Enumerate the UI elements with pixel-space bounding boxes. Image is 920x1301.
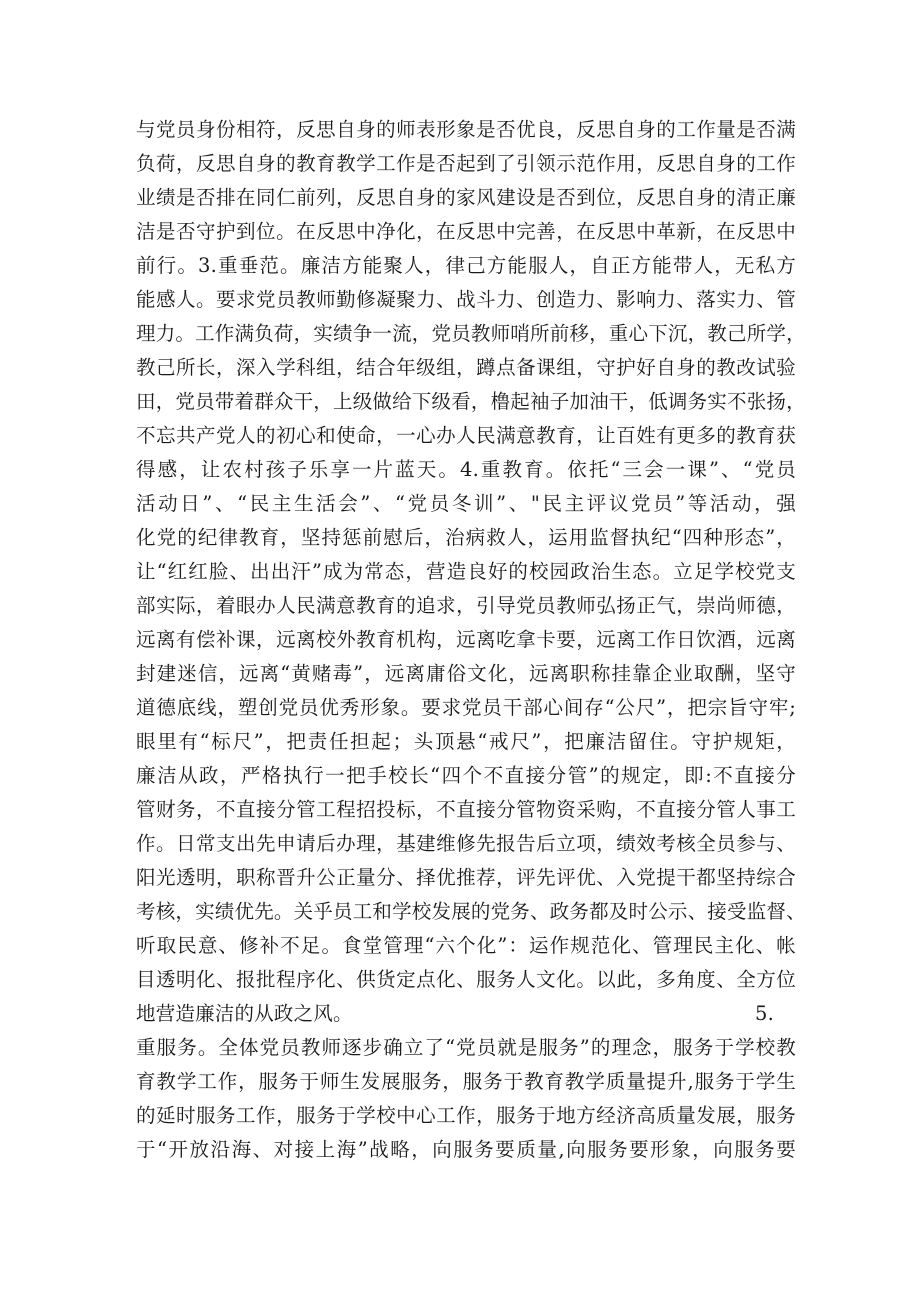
text-line: 教己所长，深入学科组，结合年级组，蹲点备课组，守护好自身的教改试验 [136,356,796,379]
text-line: 育教学工作，服务于师生发展服务，服务于教育教学质量提升,服务于学生 [136,1070,796,1093]
text-line: 不忘共产党人的初心和使命，一心办人民满意教育，让百姓有更多的教育获 [136,424,796,447]
text-line: 得感，让农村孩子乐享一片蓝天。4.重教育。依托“三会一课”、“党员 [136,458,796,481]
text-line: 作。日常支出先申请后办理，基建维修先报告后立项，绩效考核全员参与、 [136,832,796,855]
text-line: 让“红红脸、出出汗”成为常态，营造良好的校园政治生态。立足学校党支 [136,560,796,583]
body-paragraph [136,113,806,1167]
text-line-head: 地营造廉洁的从政之风。 [136,1002,353,1025]
text-line: 目透明化、报批程序化、供货定点化、服务人文化。以此，多角度、全方位 [136,968,796,991]
text-line: 听取民意、修补不足。食堂管理“六个化”：运作规范化、管理民主化、帐 [136,934,796,957]
text-line: 前行。3.重垂范。廉洁方能聚人，律己方能服人，自正方能带人，无私方 [136,254,796,277]
text-line: 化党的纪律教育，坚持惩前慰后，治病救人，运用监督执纪“四种形态”， [136,526,796,549]
text-line: 活动日”、“民主生活会”、“党员冬训”、"民主评议党员”等活动，强 [136,492,796,515]
text-line: 远离有偿补课，远离校外教育机构，远离吃拿卡要，远离工作日饮酒，远离 [136,628,796,651]
text-line: 部实际，着眼办人民满意教育的追求，引导党员教师弘扬正气，崇尚师德， [136,594,796,617]
text-line: 与党员身份相符，反思自身的师表形象是否优良，反思自身的工作量是否满 [136,118,796,141]
text-line: 重服务。全体党员教师逐步确立了“党员就是服务”的理念，服务于学校教 [136,1036,796,1059]
text-line: 考核，实绩优先。关乎员工和学校发展的党务、政务都及时公示、接受监督、 [136,900,806,923]
text-line: 的延时服务工作，服务于学校中心工作，服务于地方经济高质量发展，服务 [136,1104,796,1127]
text-line: 眼里有“标尺”，把责任担起；头顶悬“戒尺”，把廉洁留住。守护规矩， [136,730,796,753]
text-line: 于“开放沿海、对接上海”战略，向服务要质量,向服务要形象，向服务要 [136,1138,796,1161]
text-line: 能感人。要求党员教师勤修凝聚力、战斗力、创造力、影响力、落实力、管 [136,288,796,311]
section-number: 5. [754,1002,774,1025]
text-line: 道德底线，塑创党员优秀形象。要求党员干部心间存“公尺”，把宗旨守牢; [136,696,796,719]
text-line: 业绩是否排在同仁前列，反思自身的家风建设是否到位，反思自身的清正廉 [136,186,796,209]
text-line: 理力。工作满负荷，实绩争一流，党员教师哨所前移，重心下沉，教己所学， [136,322,806,345]
text-line: 负荷，反思自身的教育教学工作是否起到了引领示范作用，反思自身的工作 [136,152,796,175]
text-line-with-section-number [136,997,796,1031]
text-line: 封建迷信，远离“黄赌毒”，远离庸俗文化，远离职称挂靠企业取酬，坚守 [136,662,796,685]
text-line: 管财务，不直接分管工程招投标，不直接分管物资采购，不直接分管人事工 [136,798,796,821]
text-line: 田，党员带着群众干，上级做给下级看，橹起袖子加油干，低调务实不张扬， [136,390,806,413]
text-line: 洁是否守护到位。在反思中净化，在反思中完善，在反思中革新，在反思中 [136,220,796,243]
text-line: 阳光透明，职称晋升公正量分、择优推荐，评先评优、入党提干都坚持综合 [136,866,796,889]
text-line: 廉洁从政，严格执行一把手校长“四个不直接分管”的规定，即:不直接分 [136,764,796,787]
